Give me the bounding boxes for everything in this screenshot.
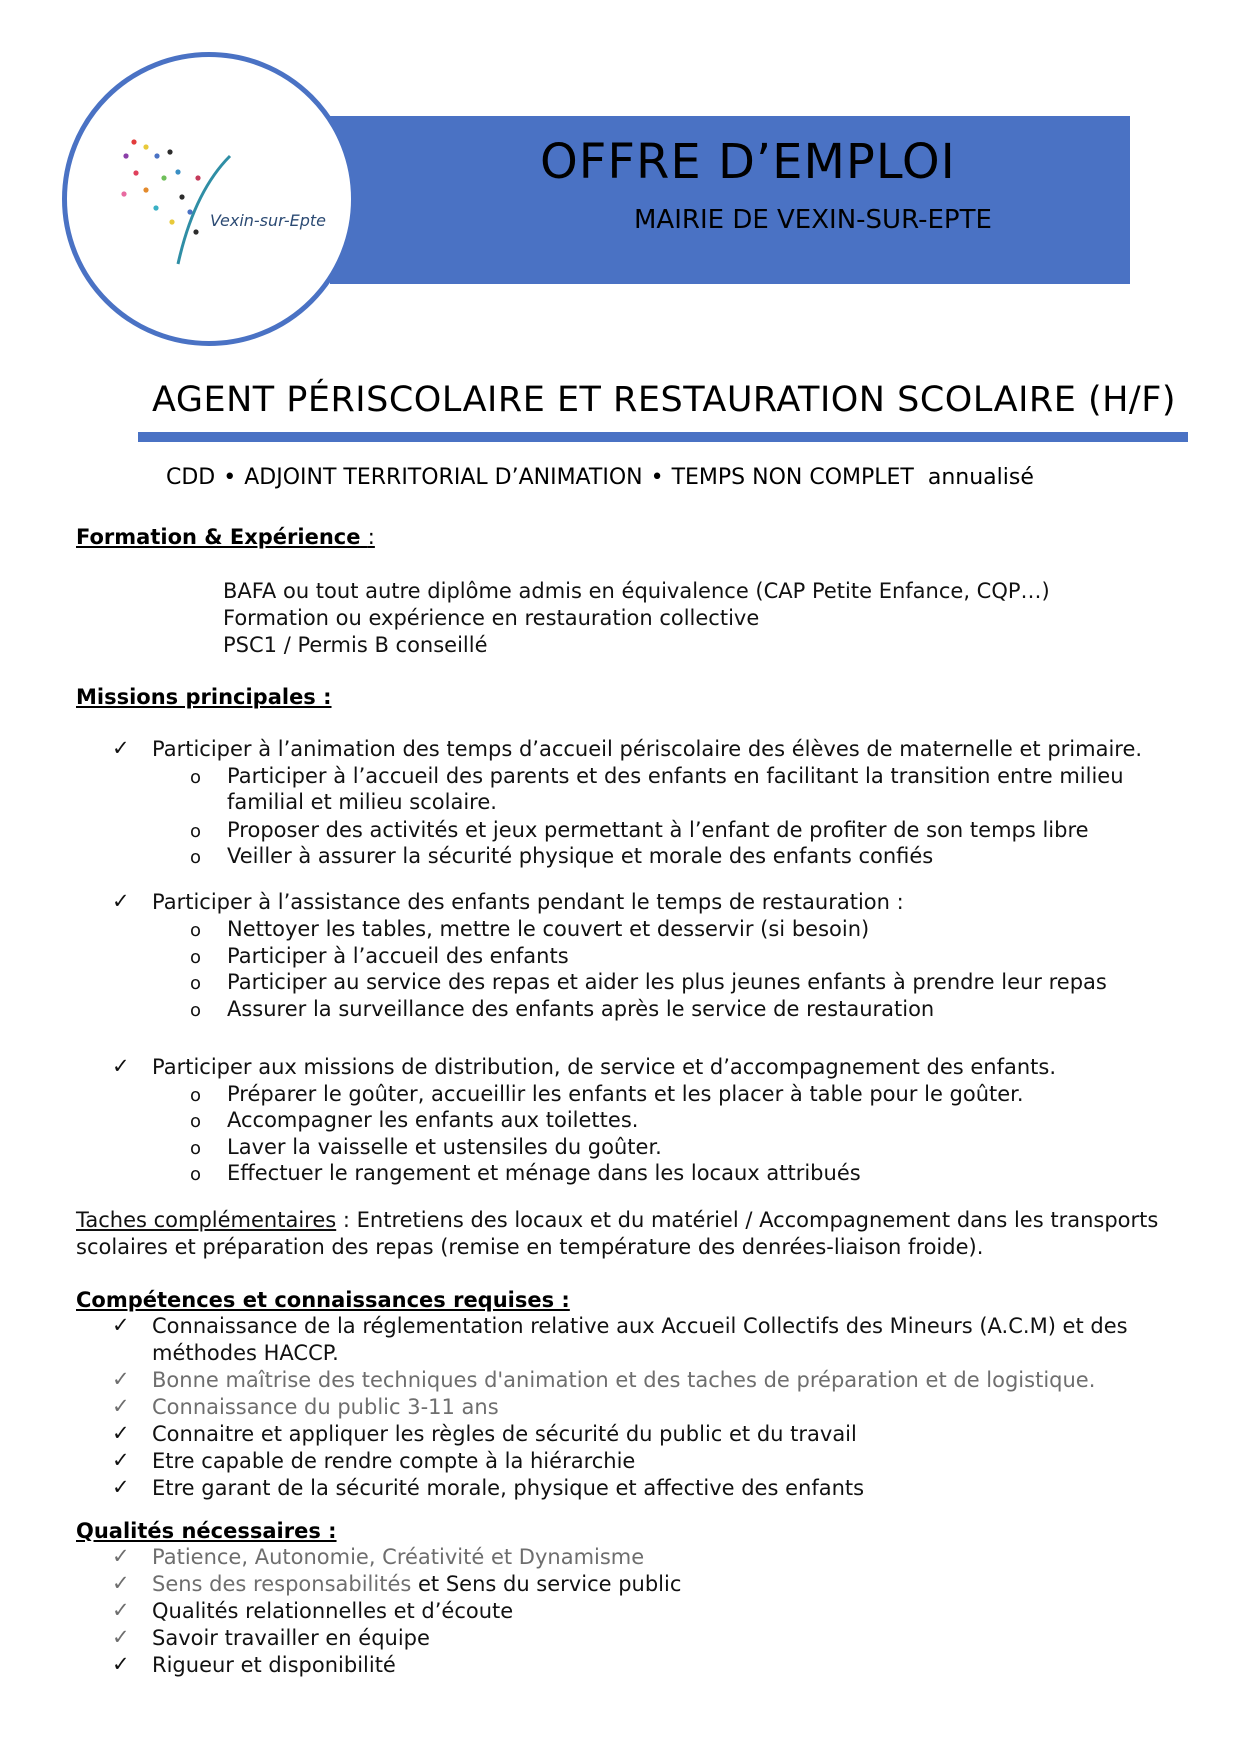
- logo-dot: [195, 175, 200, 180]
- check-icon: ✓: [112, 1313, 130, 1337]
- contract-line: [166, 465, 1034, 490]
- circle-bullet-icon: o: [190, 973, 202, 994]
- missions-heading: Missions principales :: [76, 685, 332, 709]
- page-subtitle: MAIRIE DE VEXIN-SUR-EPTE: [634, 205, 992, 235]
- logo-swoosh: [178, 156, 230, 264]
- logo-text: Vexin-sur-Epte: [210, 211, 327, 230]
- check-icon: ✓: [112, 1598, 130, 1622]
- circle-bullet-icon: o: [190, 1138, 202, 1159]
- check-icon: ✓: [112, 1475, 130, 1499]
- mission-subitem: Accompagner les enfants aux toilettes.: [227, 1108, 639, 1132]
- competence-item: Connaitre et appliquer les règles de sécurité du public et du travail: [152, 1422, 857, 1446]
- logo-dot: [131, 139, 136, 144]
- vexin-logo: [62, 52, 356, 346]
- qualite-item-part: et Sens du service public: [411, 1572, 682, 1596]
- bullet-separator: •: [650, 465, 664, 490]
- check-icon: ✓: [112, 736, 130, 760]
- mission-subitem: Participer au service des repas et aider les plus jeunes enfants à prendre leur repas: [227, 970, 1107, 994]
- logo-dot: [121, 191, 126, 196]
- logo-dot: [133, 170, 138, 175]
- page-title: OFFRE D’EMPLOI: [540, 134, 956, 190]
- mission-subitem: Participer à l’accueil des enfants: [227, 944, 569, 968]
- check-icon: ✓: [112, 1625, 130, 1649]
- circle-bullet-icon: o: [190, 1085, 202, 1106]
- mission-subitem: Laver la vaisselle et ustensiles du goûter.: [227, 1135, 662, 1159]
- mission-subitem: familial et milieu scolaire.: [227, 790, 497, 814]
- contract-grade: ADJOINT TERRITORIAL D’ANIMATION: [244, 465, 643, 490]
- formation-heading: [76, 525, 375, 549]
- mission-item: Participer à l’assistance des enfants pendant le temps de restauration :: [152, 890, 904, 914]
- circle-bullet-icon: o: [190, 1000, 202, 1021]
- logo-dot: [123, 153, 128, 158]
- bullet-separator: •: [223, 465, 237, 490]
- logo-dot: [179, 194, 184, 199]
- mission-subitem: Participer à l’accueil des parents et des enfants en facilitant la transition entre milieu: [227, 764, 1124, 788]
- taches-line-2: scolaires et préparation des repas (remise en température des denrées-liaison froide).: [76, 1235, 984, 1259]
- competence-item: Connaissance de la réglementation relative aux Accueil Collectifs des Mineurs (A.C.M) et des: [152, 1314, 1128, 1338]
- formation-line: PSC1 / Permis B conseillé: [223, 633, 488, 657]
- job-title: AGENT PÉRISCOLAIRE ET RESTAURATION SCOLAIRE (H/F): [152, 380, 1176, 420]
- formation-heading-colon: :: [367, 525, 375, 549]
- contract-type: CDD: [166, 465, 216, 490]
- circle-bullet-icon: o: [190, 767, 202, 788]
- check-icon: ✓: [112, 1367, 130, 1391]
- contract-annualised: annualisé: [927, 465, 1034, 490]
- logo-dot: [175, 169, 180, 174]
- mission-subitem: Veiller à assurer la sécurité physique et morale des enfants confiés: [227, 844, 934, 868]
- competence-item: Connaissance du public 3-11 ans: [152, 1395, 499, 1419]
- mission-subitem: Préparer le goûter, accueillir les enfants et les placer à table pour le goûter.: [227, 1082, 1024, 1106]
- competence-item: Bonne maîtrise des techniques d'animation et des taches de préparation et de logistique.: [152, 1368, 1096, 1392]
- formation-heading-text: Formation & Expérience: [76, 525, 361, 549]
- logo-dot: [153, 205, 158, 210]
- competence-item: Etre garant de la sécurité morale, physique et affective des enfants: [152, 1476, 865, 1500]
- check-icon: ✓: [112, 1544, 130, 1568]
- logo-dot: [143, 144, 148, 149]
- check-icon: ✓: [112, 1571, 130, 1595]
- circle-bullet-icon: o: [190, 847, 202, 868]
- competence-item: Etre capable de rendre compte à la hiérarchie: [152, 1449, 636, 1473]
- mission-subitem: Effectuer le rangement et ménage dans les locaux attribués: [227, 1161, 861, 1185]
- qualite-item: Patience, Autonomie, Créativité et Dynamisme: [152, 1545, 645, 1569]
- qualites-heading: Qualités nécessaires :: [76, 1519, 337, 1543]
- formation-line: BAFA ou tout autre diplôme admis en équivalence (CAP Petite Enfance, CQP…): [223, 579, 1050, 603]
- logo-dot: [193, 229, 198, 234]
- qualite-item: [152, 1572, 681, 1596]
- check-icon: ✓: [112, 1652, 130, 1676]
- formation-line: Formation ou expérience en restauration collective: [223, 606, 760, 630]
- qualite-item: Savoir travailler en équipe: [152, 1626, 430, 1650]
- check-icon: ✓: [112, 1054, 130, 1078]
- qualite-item-part: Sens des responsabilités: [152, 1572, 412, 1596]
- mission-subitem: Nettoyer les tables, mettre le couvert et desservir (si besoin): [227, 917, 870, 941]
- logo-dot: [161, 175, 166, 180]
- mission-item: Participer aux missions de distribution, de service et d’accompagnement des enfants.: [152, 1055, 1057, 1079]
- circle-bullet-icon: o: [190, 1111, 202, 1132]
- circle-bullet-icon: o: [190, 1164, 202, 1185]
- mission-subitem: Assurer la surveillance des enfants après le service de restauration: [227, 997, 935, 1021]
- logo-dot: [143, 187, 148, 192]
- mission-subitem: Proposer des activités et jeux permettant à l’enfant de profiter de son temps libre: [227, 818, 1089, 842]
- logo-dot: [169, 219, 174, 224]
- title-underline: [138, 432, 1188, 442]
- competence-item: méthodes HACCP.: [152, 1341, 339, 1365]
- circle-bullet-icon: o: [190, 947, 202, 968]
- check-icon: ✓: [112, 1421, 130, 1445]
- taches-text: : Entretiens des locaux et du matériel / Accompagnement dans les transports: [336, 1208, 1159, 1232]
- check-icon: ✓: [112, 1448, 130, 1472]
- qualite-item: Qualités relationnelles et d’écoute: [152, 1599, 514, 1623]
- check-icon: ✓: [112, 889, 130, 913]
- competences-heading: Compétences et connaissances requises :: [76, 1288, 570, 1312]
- circle-bullet-icon: o: [190, 821, 202, 842]
- taches-label: Taches complémentaires: [76, 1208, 337, 1232]
- logo-dot: [167, 149, 172, 154]
- circle-bullet-icon: o: [190, 920, 202, 941]
- logo-dot: [154, 153, 159, 158]
- mission-item: Participer à l’animation des temps d’accueil périscolaire des élèves de maternelle et primaire.: [152, 737, 1143, 761]
- contract-time: TEMPS NON COMPLET: [671, 465, 914, 490]
- taches-line: [76, 1208, 1158, 1232]
- check-icon: ✓: [112, 1394, 130, 1418]
- qualite-item: Rigueur et disponibilité: [152, 1653, 396, 1677]
